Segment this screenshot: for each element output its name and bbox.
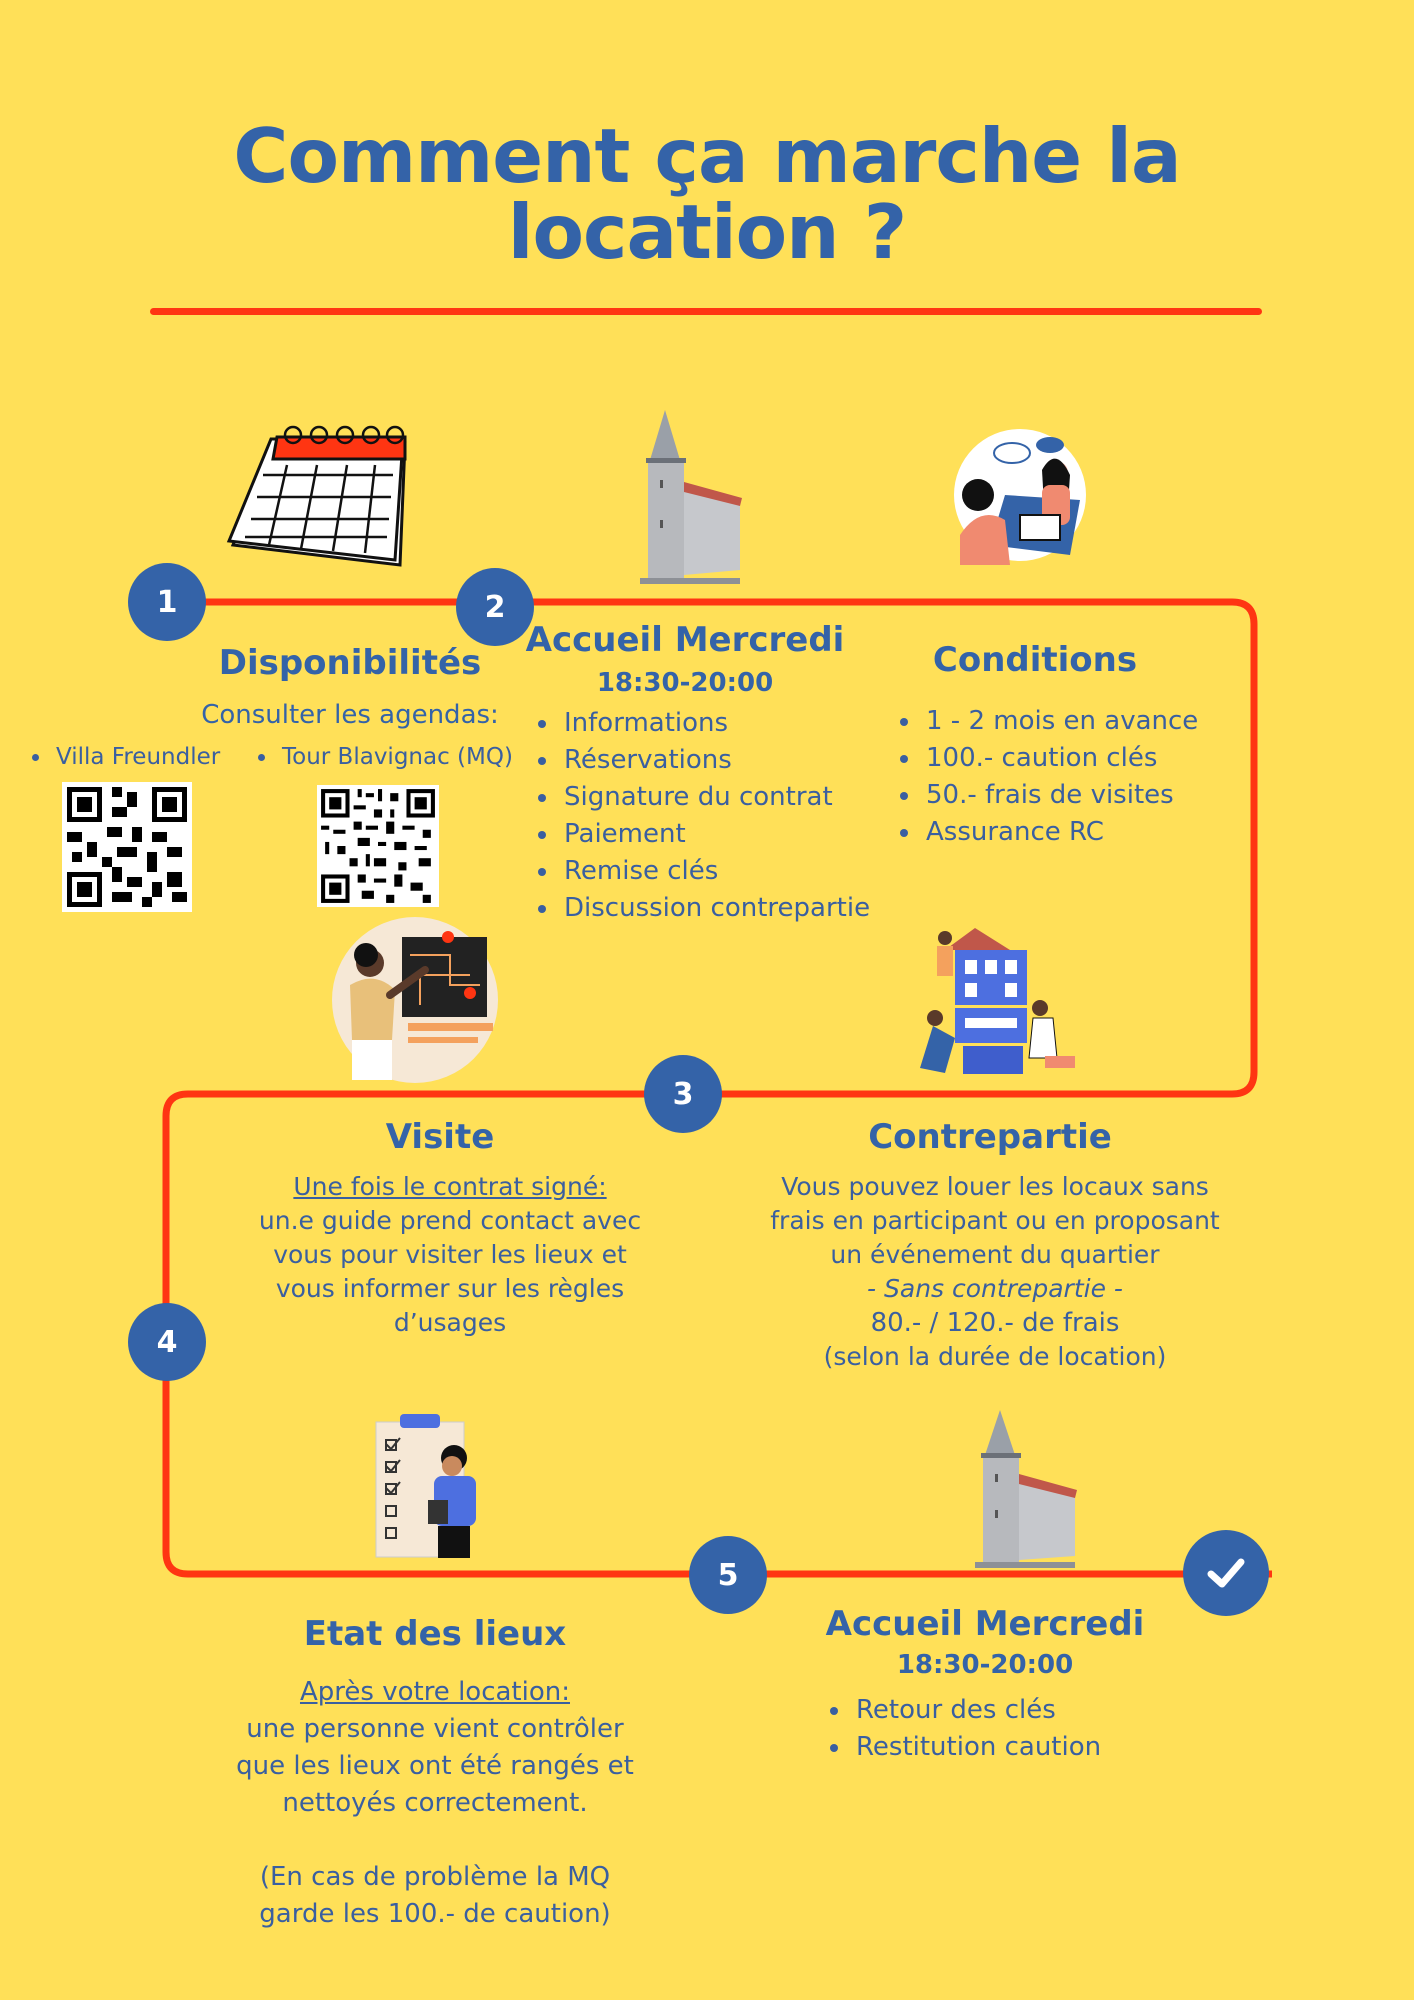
etat-note-line: garde les 100.- de caution) [259,1899,611,1929]
conditions-item: • Assurance RC [922,814,1198,851]
accueil-list [530,705,870,927]
visite-line: vous pour visiter les lieux et [273,1240,627,1269]
step-5-marker [689,1536,767,1614]
accueil-item: • Réservations [560,742,870,779]
accueil-hours: 18:30-20:00 [596,668,774,698]
visite-heading: Visite [385,1117,495,1157]
contrepartie-note: (selon la durée de location) [823,1342,1167,1371]
accueil-final-item: • Restitution caution [852,1729,1101,1766]
etat-text [215,1674,655,1933]
etat-line: nettoyés correctement. [282,1788,588,1818]
page-title-line1: Comment ça marche la [233,112,1181,200]
conditions-heading: Conditions [932,640,1138,680]
contrepartie-line: frais en participant ou en proposant [770,1206,1220,1235]
accueil-final-list [822,1692,1101,1766]
step-5-number: 5 [717,1557,739,1593]
step-3-number: 3 [672,1076,694,1112]
accueil-final-heading: Accueil Mercredi [825,1604,1145,1644]
disponibilites-subheading: Consulter les agendas: [201,700,499,730]
step-1-number: 1 [156,584,178,620]
accueil-final-item: • Retour des clés [852,1692,1101,1729]
agenda-list-1 [22,739,220,776]
disponibilites-heading: Disponibilités [218,643,482,683]
contrepartie-heading: Contrepartie [868,1117,1112,1157]
contrepartie-none: - Sans contrepartie - [867,1274,1123,1303]
etat-heading: Etat des lieux [303,1614,567,1654]
conditions-item: • 1 - 2 mois en avance [922,703,1198,740]
etat-line: que les lieux ont été rangés et [236,1751,634,1781]
building-team-icon [905,928,1090,1078]
conditions-item: • 100.- caution clés [922,740,1198,777]
tower-icon [955,1410,1080,1570]
accueil-final-hours: 18:30-20:00 [896,1650,1074,1680]
map-presenter-icon [330,915,500,1085]
contrepartie-line: Vous pouvez louer les locaux sans [781,1172,1209,1201]
visite-text [230,1170,670,1340]
accueil-item: • Informations [560,705,870,742]
visite-line: vous informer sur les règles [275,1274,625,1303]
page-title-line2: location ? [507,188,907,276]
visite-intro: Une fois le contrat signé: [293,1172,607,1201]
contrepartie-text [755,1170,1235,1374]
visite-line: d’usages [393,1308,507,1337]
step-1-marker [128,563,206,641]
step-4-marker [128,1303,206,1381]
accueil-item: • Signature du contrat [560,779,870,816]
step-3-marker [644,1055,722,1133]
accueil-item: • Paiement [560,816,870,853]
accueil-heading: Accueil Mercredi [525,620,845,660]
calendar-icon [225,425,410,570]
contrepartie-line: un événement du quartier [830,1240,1160,1269]
etat-intro: Après votre location: [299,1677,570,1707]
qr-code-tour[interactable] [317,785,439,907]
contrepartie-fees: 80.- / 120.- de frais [870,1308,1120,1338]
conditions-list [892,703,1198,851]
meeting-icon [950,425,1090,565]
step-4-number: 4 [156,1324,178,1360]
qr-code-villa[interactable] [62,782,192,912]
accueil-item: • Remise clés [560,853,870,890]
visite-line: un.e guide prend contact avec [258,1206,642,1235]
etat-line: une personne vient contrôler [246,1714,624,1744]
check-icon [1183,1530,1269,1616]
step-2-number: 2 [484,589,506,625]
checklist-icon [372,1410,487,1560]
etat-note-line: (En cas de problème la MQ [259,1862,611,1892]
tower-icon [620,410,745,585]
accueil-item: • Discussion contrepartie [560,890,870,927]
conditions-item: • 50.- frais de visites [922,777,1198,814]
agenda-list-2 [248,739,513,776]
agenda-item-villa: • Villa Freundler [52,739,220,776]
agenda-item-tour: • Tour Blavignac (MQ) [278,739,513,776]
